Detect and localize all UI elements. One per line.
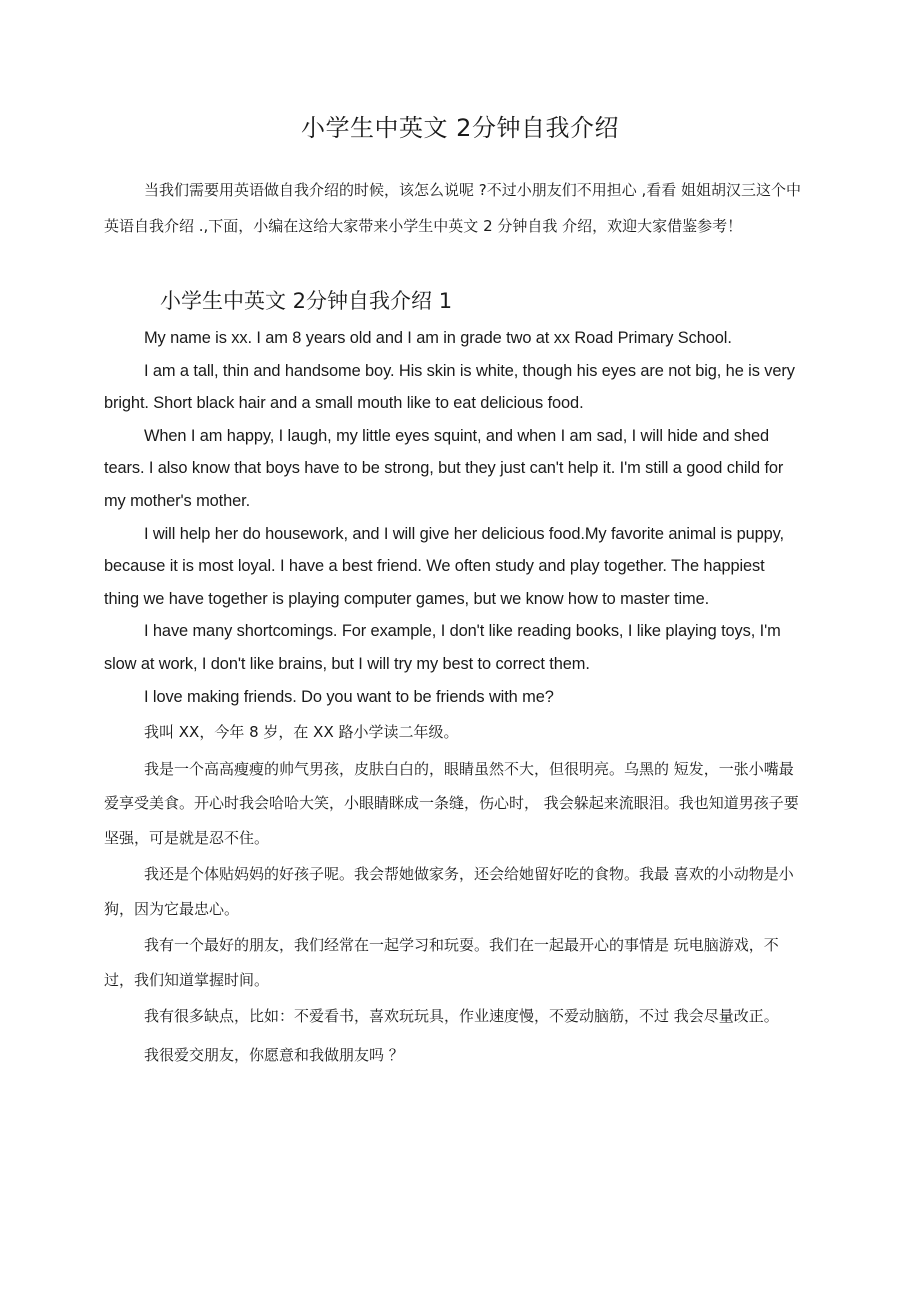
chinese-paragraph: 我叫 XX，今年 8 岁，在 XX 路小学读二年级。	[144, 723, 459, 742]
chinese-text	[104, 715, 804, 1072]
english-paragraph: I am a tall, thin and handsome boy. His skin is white, though his eyes are not big, he is very bright. Short black hair and a small mouth like to eat delicious food.	[104, 361, 795, 413]
section-body	[104, 322, 804, 1074]
english-text	[104, 322, 804, 713]
chinese-paragraph: 我很爱交朋友，你愿意和我做朋友吗 ？	[144, 1045, 404, 1064]
english-paragraph: I will help her do housework, and I will give her delicious food.My favorite animal is puppy, because it is most loyal. I have a best friend. We often study and play together. The happiest thing we have together is playing computer games, but we know how to master time.	[104, 524, 784, 608]
english-paragraph: I love making friends. Do you want to be friends with me?	[144, 687, 554, 706]
chinese-paragraph: 我有一个最好的朋友，我们经常在一起学习和玩耍。我们在一起最开心的事情是 玩电脑游戏，不过，我们知道掌握时间。	[104, 936, 779, 989]
section-heading: 小学生中英文 2分钟自我介绍 1	[160, 289, 453, 313]
chinese-paragraph: 我是一个高高瘦瘦的帅气男孩，皮肤白白的，眼睛虽然不大，但很明亮。乌黑的 短发，一张小嘴最爱享受美食。开心时我会哈哈大笑，小眼睛眯成一条缝，伤心时， 我会躲起来流眼泪。我也知道男孩子要坚强，可是就是忍不住。	[104, 759, 799, 847]
english-paragraph: When I am happy, I laugh, my little eyes squint, and when I am sad, I will hide and shed tears. I also know that boys have to be strong, but they just can't help it. I'm still a good child for my mother's mother.	[104, 426, 784, 510]
document-title: 小学生中英文 2分钟自我介绍	[301, 114, 619, 142]
english-paragraph: My name is xx. I am 8 years old and I am in grade two at xx Road Primary School.	[144, 329, 732, 347]
chinese-paragraph: 我有很多缺点，比如：不爱看书，喜欢玩玩具，作业速度慢，不爱动脑筋，不过 我会尽量改正。	[144, 1007, 779, 1026]
english-paragraph: I have many shortcomings. For example, I don't like reading books, I like playing toys, I'm slow at work, I don't like brains, but I will try my best to correct them.	[104, 622, 781, 673]
chinese-paragraph: 我还是个体贴妈妈的好孩子呢。我会帮她做家务，还会给她留好吃的食物。我最 喜欢的小动物是小狗，因为它最忠心。	[104, 865, 794, 918]
intro-paragraph: 当我们需要用英语做自我介绍的时候，该怎么说呢 ?不过小朋友们不用担心 ,看看 姐姐胡汉三这个中英语自我介绍 .,下面，小编在这给大家带来小学生中英文 2 分钟自我 介绍，欢迎大家借鉴参考！	[104, 181, 802, 235]
